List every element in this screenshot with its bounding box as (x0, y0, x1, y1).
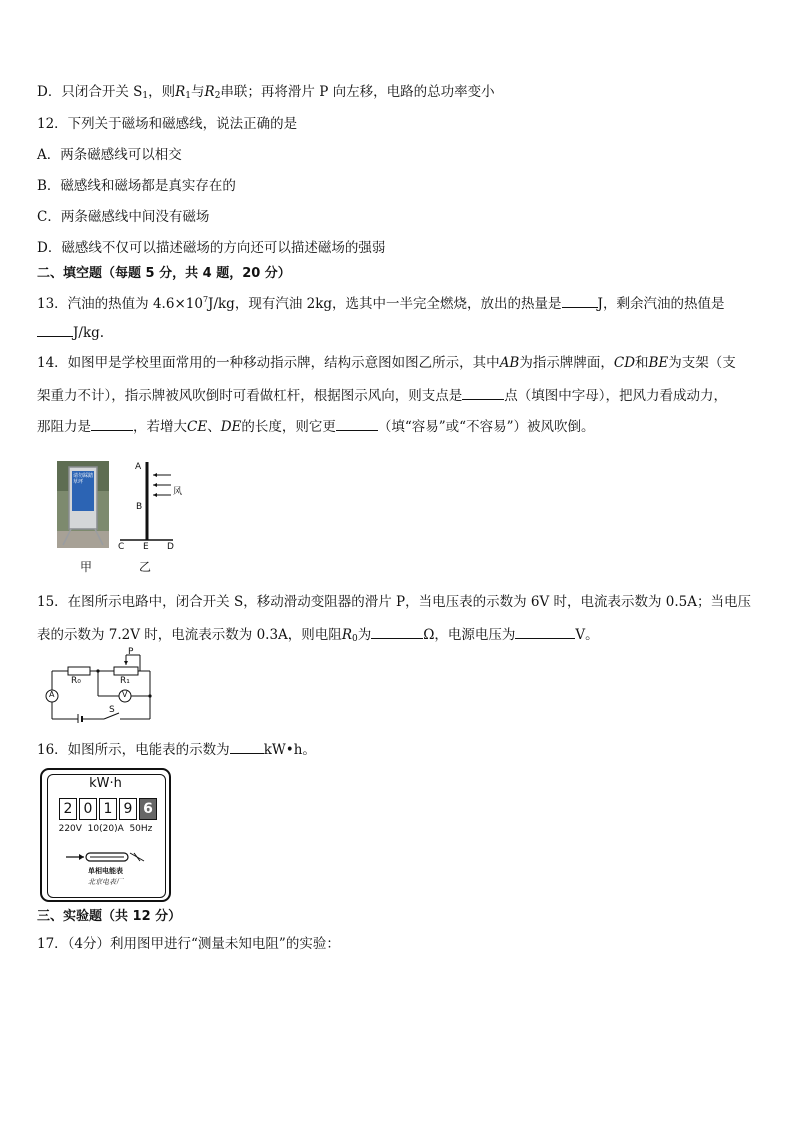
label-s: S (109, 705, 115, 715)
answer-blank[interactable] (515, 624, 575, 639)
q14-line-3: 那阻力是 ，若增大CE、DE的长度，则它更 （填“容易”或“不容易”）被风吹倒。 (37, 416, 594, 436)
q13-line-1: 13．汽油的热值为 $4.6\times 10^7J/kg$，现有汽油 2kg，选其中一半完全燃烧，放出的热量是 J，剩余汽油的热值是 (37, 295, 725, 312)
label-a-meter: A (49, 690, 55, 699)
q12-option-b: B．磁感线和磁场都是真实存在的 (37, 178, 236, 194)
label-p: P (128, 647, 134, 657)
digit-decimal: 6 (139, 798, 157, 820)
lever-schematic (115, 460, 185, 552)
junction (148, 694, 151, 697)
meter-maker: 北京电表厂 (88, 878, 123, 886)
junction (96, 669, 99, 672)
q13-line-2: J/kg. (37, 322, 104, 342)
answer-blank[interactable] (336, 416, 378, 431)
meter-unit: kW·h (89, 776, 122, 791)
meter-digits (59, 798, 157, 820)
q12-option-c: C．两条磁感线中间没有磁场 (37, 209, 210, 225)
label-r0: R₀ (71, 676, 81, 686)
q12-option-d: D．磁感线不仅可以描述磁场的方向还可以描述磁场的强弱 (37, 240, 386, 256)
rheostat-r1 (114, 667, 138, 675)
label-a: A (135, 462, 142, 472)
label-b: B (136, 502, 143, 512)
q11-option-d: D．只闭合开关 $S_1$，则$R_1$与$R_2$串联；再将滑片 P 向左移，电路的总功率变小 (37, 84, 495, 101)
q12-option-a: A．两条磁感线可以相交 (37, 147, 182, 163)
q17-stem: 17．（4分）利用图甲进行“测量未知电阻”的实验： (37, 936, 340, 952)
label-v: V (122, 690, 128, 699)
label-r1: R₁ (120, 676, 130, 686)
digit: 9 (119, 798, 137, 820)
q14-line-2: 架重力不计），指示牌被风吹倒时可看做杠杆，根据图示风向，则支点是 点（填图中字母），把风力看成动力， (37, 385, 727, 405)
sign-text: 请勿踩踏草坪 (73, 473, 94, 485)
fig-label-jia: 甲 (80, 560, 93, 574)
fig-label-yi: 乙 (139, 560, 152, 574)
slider-arrow (124, 661, 128, 665)
section-3-heading: 三、实验题（共 12 分） (37, 909, 182, 924)
sign-photo (57, 461, 109, 548)
q15-line-2: 表的示数为 7.2V 时，电流表示数为 0.3A，则电阻$R_0$为 Ω，电源电压为 V。 (37, 624, 599, 648)
answer-blank[interactable] (230, 739, 264, 754)
label-e: E (143, 542, 149, 552)
q14-line-1: 14．如图甲是学校里面常用的一种移动指示牌，结构示意图如图乙所示，其中AB为指示牌牌面，CD和BE为支架（支 (37, 355, 736, 371)
circuit-diagram (42, 647, 156, 723)
meter-brand: 单相电能表 (88, 866, 123, 875)
answer-blank[interactable] (562, 293, 598, 308)
q15-line-1: 15．在图所示电路中，闭合开关 S，移动滑动变阻器的滑片 P，当电压表的示数为 6V 时，电流表示数为 0.5A；当电压 (37, 594, 752, 610)
digit: 0 (79, 798, 97, 820)
answer-blank[interactable] (462, 385, 504, 400)
answer-blank[interactable] (91, 416, 133, 431)
digit: 2 (59, 798, 77, 820)
wind-arrow-head (153, 493, 157, 497)
section-2-heading: 二、填空题（每题 5 分，共 4 题，20 分） (37, 266, 291, 281)
q16-stem: 16．如图所示，电能表的示数为 kW•h。 (37, 739, 316, 759)
wind-arrow-head (153, 483, 157, 487)
label-wind: 风 (173, 487, 183, 497)
meter-spec: 220V 10(20)A 50Hz (58, 824, 153, 834)
answer-blank[interactable] (37, 322, 73, 337)
label-d: D (167, 542, 174, 552)
answer-blank[interactable] (371, 624, 423, 639)
energy-meter (40, 768, 171, 902)
label-c: C (118, 542, 125, 552)
wind-arrow-head (153, 473, 157, 477)
lever-diagram (115, 460, 185, 552)
q12-stem: 12．下列关于磁场和磁感线，说法正确的是 (37, 116, 298, 132)
meter-disc-window (64, 850, 148, 864)
resistor-r0 (68, 667, 90, 675)
digit: 1 (99, 798, 117, 820)
